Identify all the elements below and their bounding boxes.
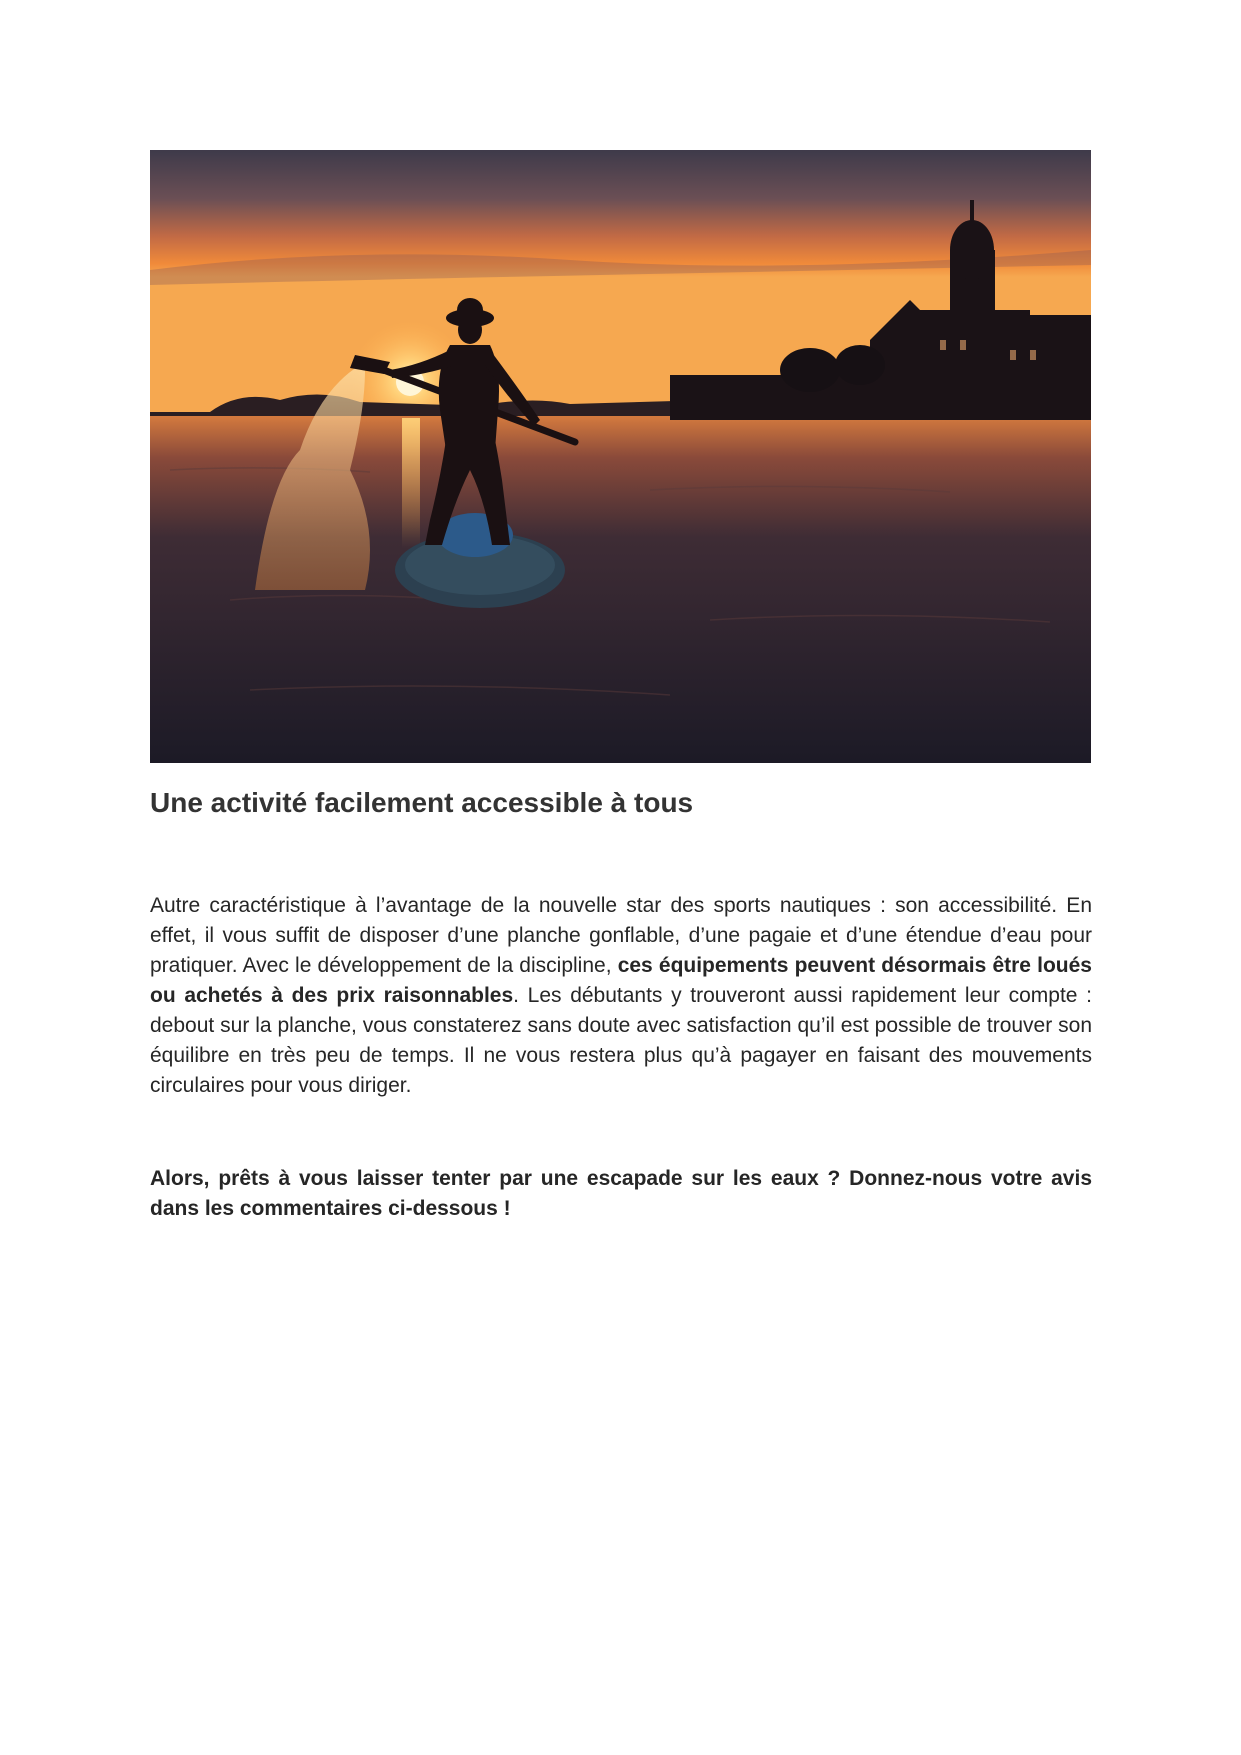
paddleboard-sunset-photo — [150, 150, 1091, 763]
body-paragraph-intro: Autre caractéristique à l’avantage de la nouvelle star des sports nautiques : son accessibilité. En effet, il vous suffit de disposer d’une planche gonflable, d’une pagaie et d’une étendue d’eau pour pratiquer. Avec le développement de la discipline, — [150, 894, 1092, 977]
body-paragraph-rest: . Les débutants y trouveront aussi rapidement leur compte : debout sur la planche, vous constaterez sans doute avec satisfaction qu’il est possible de trouver son équilibre en très peu de temps. Il ne vous restera plus qu’à pagayer en faisant des mouvements circulaires pour vous diriger. — [150, 984, 1092, 1097]
sun-reflection — [402, 418, 420, 548]
section-heading: Une activité facilement accessible à tous — [150, 787, 694, 818]
photo-illustration — [150, 150, 1091, 763]
body-paragraph-bold: ces équipements peuvent désormais être loués ou achetés à des prix raisonnables — [150, 954, 1092, 1007]
closing-call-to-action: Alors, prêts à vous laisser tenter par une escapade sur les eaux ? Donnez-nous votre avis dans les commentaires ci-dessous ! — [150, 1167, 1092, 1220]
body-paragraph — [150, 891, 1092, 1101]
